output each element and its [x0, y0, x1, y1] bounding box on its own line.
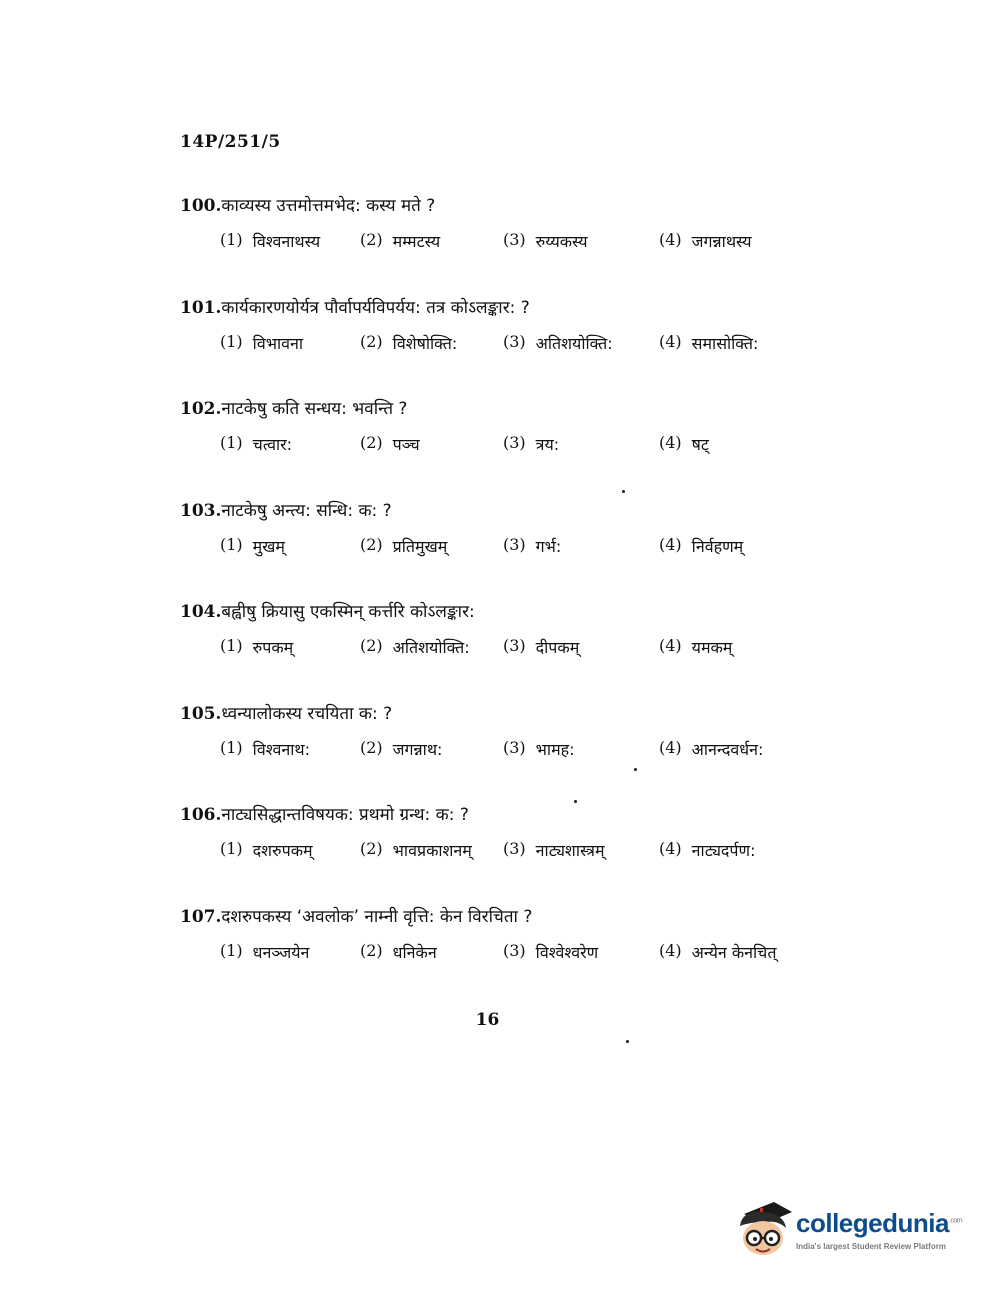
option-text: जगन्नाथस्य [691, 232, 752, 251]
option-number: (2) [360, 940, 383, 960]
option-text: मुखम् [252, 536, 285, 556]
option [659, 230, 839, 252]
question-text: दशरुपकस्य ‘अवलोक’ नाम्नी वृत्ति: केन विरचिता ? [221, 906, 533, 927]
option-number: (4) [659, 534, 682, 554]
option [659, 738, 839, 760]
option-number: (3) [503, 940, 526, 960]
question-text: नाटकेषु अन्त्य: सन्धि: क: ? [221, 500, 392, 521]
option-list [220, 332, 860, 354]
question-number: 107. [180, 906, 222, 927]
option-list [220, 839, 860, 861]
option-text: पञ्च [392, 435, 420, 454]
question-number: 102. [180, 399, 222, 419]
option-text: विश्वेश्वरेण [535, 942, 599, 962]
option-list [220, 738, 860, 760]
option [220, 941, 360, 963]
option-text: नाट्यशास्त्रम् [535, 841, 605, 860]
option [360, 332, 503, 354]
question-text: नाटकेषु कति सन्धय: भवन्ति ? [221, 399, 408, 419]
option [360, 433, 503, 455]
option-list [220, 433, 860, 455]
option-number: (4) [659, 230, 682, 249]
option-list [220, 636, 860, 658]
question-number: 106. [180, 805, 222, 825]
option-number: (4) [659, 737, 682, 757]
question [180, 497, 860, 599]
option-text: जगन्नाथ: [392, 739, 443, 759]
option-number: (3) [503, 534, 526, 554]
option-number: (3) [503, 636, 526, 655]
page-code: 14P/251/5 [180, 132, 281, 152]
option [360, 738, 503, 760]
question [180, 700, 860, 802]
option [220, 839, 360, 861]
option-text: प्रतिमुखम् [392, 536, 448, 556]
option-text: दीपकम् [535, 638, 580, 657]
option [220, 535, 360, 557]
brand-tagline: India's largest Student Review Platform [796, 1242, 946, 1251]
option-text: विभावना [252, 333, 304, 353]
question-text: बह्वीषु क्रियासु एकस्मिन् कर्त्तरि कोऽलङ्कार: [221, 602, 475, 622]
option-text: मम्मटस्य [392, 232, 441, 251]
option-number: (3) [503, 433, 526, 452]
brand-name: collegedunia [796, 1208, 949, 1238]
option-text: दशरुपकम् [252, 841, 313, 860]
option [220, 636, 360, 658]
option-text: अतिशयोक्ति: [535, 333, 613, 353]
option-number: (1) [220, 534, 243, 554]
question-text: ध्वन्यालोकस्य रचयिता क: ? [221, 703, 393, 724]
option-number: (3) [503, 737, 526, 757]
option-number: (2) [360, 230, 383, 249]
option [220, 433, 360, 455]
option [503, 636, 659, 658]
option-number: (2) [360, 636, 383, 655]
option [659, 941, 839, 963]
collegedunia-logo [734, 1196, 964, 1268]
question-number: 100. [180, 196, 222, 216]
option-text: भावप्रकाशनम् [392, 841, 472, 860]
option [659, 332, 839, 354]
question-text: कार्यकारणयोर्यत्र पौर्वापर्यविपर्यय: तत्र कोऽलङ्कार: ? [221, 297, 530, 318]
option-number: (2) [360, 331, 383, 351]
question-text: नाट्यसिद्धान्तविषयक: प्रथमो ग्रन्थ: क: ? [221, 805, 469, 825]
option-number: (1) [220, 636, 243, 655]
option-text: भामह: [535, 739, 575, 759]
option-text: समासोक्ति: [691, 333, 759, 353]
option-number: (1) [220, 230, 243, 249]
option-text: आनन्दवर्धन: [691, 739, 764, 759]
option-number: (4) [659, 331, 682, 351]
option-list [220, 941, 860, 963]
option-text: अन्येन केनचित् [691, 942, 777, 962]
option [503, 433, 659, 455]
option-number: (1) [220, 433, 243, 452]
scan-speck [622, 490, 625, 493]
option-number: (4) [659, 940, 682, 960]
mascot-icon [734, 1196, 796, 1268]
option-number: (2) [360, 433, 383, 452]
option-text: विश्वनाथस्य [252, 232, 321, 251]
scan-speck [634, 768, 637, 771]
option-number: (1) [220, 331, 243, 351]
option-number: (1) [220, 839, 243, 858]
option-text: विशेषोक्ति: [392, 333, 458, 353]
option-text: विश्वनाथ: [252, 739, 311, 759]
option-text: त्रय: [535, 435, 560, 454]
option-text: यमकम् [691, 638, 733, 657]
option-number: (3) [503, 839, 526, 858]
option [503, 535, 659, 557]
option-number: (1) [220, 737, 243, 757]
option-number: (4) [659, 839, 682, 858]
option [659, 535, 839, 557]
question-number: 105. [180, 703, 222, 724]
option-text: गर्भ: [535, 536, 562, 556]
option-text: अतिशयोक्ति: [392, 638, 470, 657]
option [503, 738, 659, 760]
question-number: 104. [180, 602, 222, 622]
option [360, 839, 503, 861]
option [360, 941, 503, 963]
option [220, 332, 360, 354]
option-list [220, 230, 860, 252]
option-text: रुपकम् [252, 638, 294, 657]
question-number: 103. [180, 500, 222, 521]
question [180, 598, 860, 700]
option-number: (4) [659, 636, 682, 655]
page-number: 16 [475, 1010, 500, 1030]
question [180, 395, 860, 497]
question [180, 192, 860, 294]
option [360, 230, 503, 252]
option [220, 230, 360, 252]
option [360, 636, 503, 658]
option [220, 738, 360, 760]
option-number: (2) [360, 737, 383, 757]
option [360, 535, 503, 557]
option-text: षट् [691, 435, 709, 454]
question-number: 101. [180, 297, 222, 318]
option [503, 839, 659, 861]
option-text: नाट्यदर्पण: [691, 841, 756, 860]
option [503, 230, 659, 252]
brand-suffix: .com [948, 1217, 963, 1225]
question [180, 294, 860, 396]
option [659, 636, 839, 658]
option-text: चत्वार: [252, 435, 293, 454]
option [659, 839, 839, 861]
option-number: (3) [503, 331, 526, 351]
question [180, 801, 860, 903]
option [503, 941, 659, 963]
option-number: (3) [503, 230, 526, 249]
option-number: (1) [220, 940, 243, 960]
option [659, 433, 839, 455]
option-list [220, 535, 860, 557]
option-number: (2) [360, 534, 383, 554]
question [180, 903, 860, 1005]
option-number: (2) [360, 839, 383, 858]
option-text: निर्वहणम् [691, 536, 744, 556]
scan-speck [574, 800, 577, 803]
question-text: काव्यस्य उत्तमोत्तमभेद: कस्य मते ? [221, 196, 436, 216]
option-text: धनञ्जयेन [252, 942, 310, 962]
option-number: (4) [659, 433, 682, 452]
scan-speck [626, 1040, 629, 1043]
question-list [180, 192, 860, 1004]
option-text: रुय्यकस्य [535, 232, 588, 251]
option [503, 332, 659, 354]
option-text: धनिकेन [392, 942, 437, 962]
